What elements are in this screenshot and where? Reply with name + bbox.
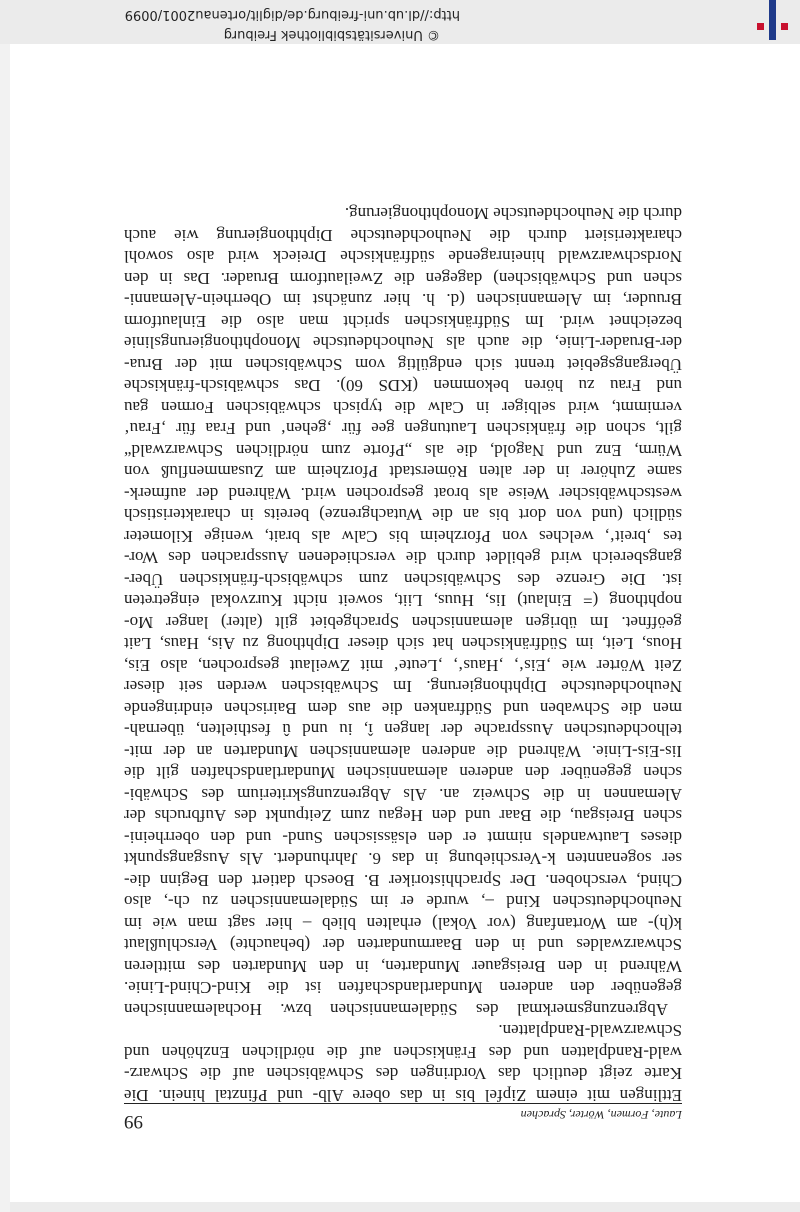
body-text	[124, 203, 682, 1106]
digitization-url: http://dl.ub.uni-freiburg.de/diglit/ortenau2001/0099	[124, 7, 460, 22]
text-line: südlich (und von dort bis an die Wutachgrenze) bereits in charakteristisch	[124, 505, 682, 525]
text-line: durch die Neuhochdeutsche Monophthongierung.	[344, 204, 682, 224]
text-line: Nordschwarzwald hineinragende südfränkische Dreieck wird also sowohl	[124, 247, 682, 267]
text-line: Schwarzwald-Randplatten.	[498, 1021, 682, 1041]
library-logo-icon	[754, 0, 790, 40]
text-line: men die Schwaben und Südfranken die aus dem Bairischen eindringende	[124, 699, 682, 718]
text-line: nophthong (= Einlaut) Iis, Huus, Liit, soweit nicht Kurzvokal eingetreten	[124, 591, 682, 611]
text-line: telhochdeutschen Aussprache der langen î, iu und û festhielten, übernah-	[124, 720, 682, 740]
text-line: Ettlingen mit einem Zipfel bis in das obere Alb- und Pfinztal hinein. Die	[124, 1086, 682, 1105]
text-line: dieses Lautwandels nimmt er den elsässischen Sund- und den oberrheini-	[124, 828, 682, 847]
text-line: schen und Schwäbischen) dagegen die Zweilautform Bruader. Das in den	[124, 269, 682, 288]
scan-banner	[0, 0, 800, 44]
text-line: Schwarzwaldes und in den Baarmundarten der (behauchte) Verschlußlaut	[124, 935, 682, 955]
text-line: gilt, schon die fränkischen Lautungen gee für ‚gehen‘ und Fraa für ‚Frau‘	[124, 419, 682, 439]
page-header	[124, 1103, 682, 1132]
text-line: geöffnet. Im übrigen alemannischen Sprachgebiet gilt (alter) langer Mo-	[124, 613, 682, 632]
library-credit: © Universitätsbibliothek Freiburg	[223, 27, 440, 42]
text-line: vernimmt, wird selbiger in Calw die typisch schwäbischen Formen gau	[124, 398, 682, 417]
text-line: same Zuhörer in der alten Römerstadt Pforzheim am Zusammenfluß von	[124, 462, 682, 482]
text-line: gegenüber den anderen Mundartlandschaften ist die Kind-Chind-Linie.	[124, 978, 682, 998]
page-number: 99	[124, 1111, 143, 1132]
text-line: Zeit Wörter wie ‚Eis‘, ‚Haus‘, ‚Leute‘ mit Zweilaut gesprochen, also Eis,	[124, 656, 682, 675]
text-line: Iis-Eis-Linie. Während die anderen alemannischen Mundarten an der mit-	[124, 742, 682, 761]
text-line: bezeichnet wird. Im Südfränkischen spricht man also die Einlautform	[124, 312, 682, 331]
scan-edge-right	[0, 0, 10, 1212]
text-line: Übergangsgebiet trennt sich endgültig vom Schwäbischen mit der Brua-	[124, 355, 682, 374]
running-title: Laute, Formen, Wörter, Sprachen	[520, 1108, 682, 1122]
text-line: schen gegenüber den anderen alemannischen Mundartlandschaften gilt die	[124, 763, 682, 783]
text-line: gangsbereich wird gebildet durch die verschiedenen Aussprachen des Wor-	[124, 548, 682, 568]
text-line: Neuhochdeutschen Kind –, wurde er im Südalemannischen zu ch-, also	[124, 892, 682, 912]
text-line: schen Breisgau, die Baar und den Hegau zum Zeitpunkt des Aufbruchs der	[124, 806, 682, 826]
text-line: westschwäbischer Weise als broat gesprochen wird. Während der aufmerk-	[124, 484, 682, 503]
text-line: ist. Die Grenze des Schwäbischen zum schwäbisch-fränkischen Über-	[124, 570, 682, 589]
text-line: ser sogenannten k-Verschiebung in das 6. Jahrhundert. Als Ausgangspunkt	[124, 849, 682, 869]
text-line: tes ‚breit‘, welches von Pforzheim bis Calw als brait, wenige Kilometer	[124, 527, 682, 546]
text-line: wald-Randplatten und des Fränkischen auf die nördlichen Enzhöhen und	[124, 1043, 682, 1062]
text-line: charakterisiert durch die Neuhochdeutsche Diphthongierung wie auch	[124, 226, 682, 245]
text-line: Würm, Enz und Nagold, die als „Pforte zum nördlichen Schwarzwald“	[124, 441, 682, 460]
text-line: Chind, verschoben. Der Sprachhistoriker B. Boesch datiert den Beginn die-	[124, 871, 682, 890]
text-line: Hous, Leit, im Südfränkischen hat sich dieser Diphthong zu Ais, Haus, Lait	[124, 634, 682, 654]
text-line: Neuhochdeutsche Diphthongierung. Im Schwäbischen werden seit dieser	[124, 677, 682, 697]
text-line: Alemannen in die Schweiz an. Als Abgrenzungskriterium des Schwäbi-	[124, 785, 682, 804]
text-line: k(h)- am Wortanfang (vor Vokal) erhalten blieb – hier sagt man wie im	[124, 914, 682, 933]
scan-edge-top	[0, 1202, 800, 1212]
text-line: und Frau zu hören bekommen (KDS 60). Das schwäbisch-fränkische	[124, 376, 682, 396]
text-line: Karte zeigt deutlich das Vordringen des Schwäbischen auf die Schwarz-	[124, 1064, 682, 1084]
text-line: Abgrenzungsmerkmal des Südalemannischen bzw. Hochalemannischen	[124, 1000, 668, 1019]
text-line: Bruuder, im Alemannischen (d. h. hier zunächst im Oberrhein-Alemanni-	[124, 290, 682, 310]
text-line: der-Bruader-Linie, die auch als Neuhochdeutsche Monophthongierungslinie	[124, 333, 682, 353]
text-line: Während in den Breisgauer Mundarten, in den Mundarten des mittleren	[124, 957, 682, 976]
